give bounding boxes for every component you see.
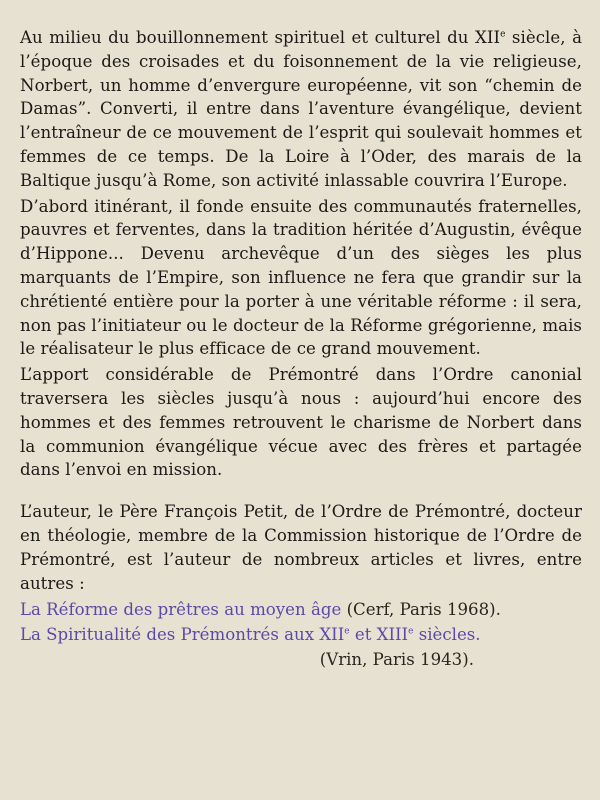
paragraph-legacy [20,363,582,482]
book-entry-2 [20,622,582,647]
author-note-text: L’auteur, le Père François Petit, de l’Ordre de Prémontré, docteur en théologie, membre de la Commission historique de l’Ordre de Prémontré, est l’auteur de nombreux articles et livres, entre autres : [20,502,582,593]
book-publisher-1: (Cerf, Paris 1968). [346,600,501,620]
book-title-2: La Spiritualité des Prémontrés aux XIIe et XIIIe siècles. [20,625,481,645]
paragraph-intro-text: Au milieu du bouillonnement spirituel et culturel du XIIe siècle, à l’époque des croisades et du foisonnement de la vie religieuse, Norbert, un homme d’envergure européenne, vit son “chemin de Damas”. Converti, il entre dans l’aventure évangélique, devient l’entraîneur de ce mouvement de l’esprit qui soulevait hommes et femmes de ce temps. De la Loire à l’Oder, des marais de la Baltique jusqu’à Rome, son activité inlassable couvrira l’Europe. [20,28,583,190]
paragraph-foundations [20,195,582,362]
author-note [20,500,582,595]
paragraph-foundations-text: D’abord itinérant, il fonde ensuite des communautés fraternelles, pauvres et ferventes, dans la tradition héritée d’Augustin, évêque d’Hippone... Devenu archevêque d’un des sièges les plus marquants de l’Empire, son influence ne fera que grandir sur la chrétienté entière pour la porter à une véritable réforme : il sera, non pas l’initiateur ou le docteur de la Réforme grégorienne, mais le réalisateur le plus efficace de ce grand mouvement. [20,196,582,359]
book-publisher-2: (Vrin, Paris 1943). [319,650,474,670]
book-entry-1 [20,597,582,622]
paragraph-intro [20,26,582,193]
book-title-1: La Réforme des prêtres au moyen âge [20,600,342,620]
book-publisher-line-2 [20,647,582,672]
paragraph-legacy-text: L’apport considérable de Prémontré dans l’Ordre canonial traversera les siècles jusqu’à nous : aujourd’hui encore des hommes et des femmes retrouvent le charisme de Norbert dans la communion évangélique vécue avec des frères et partagée dans l’envoi en mission. [20,365,582,480]
